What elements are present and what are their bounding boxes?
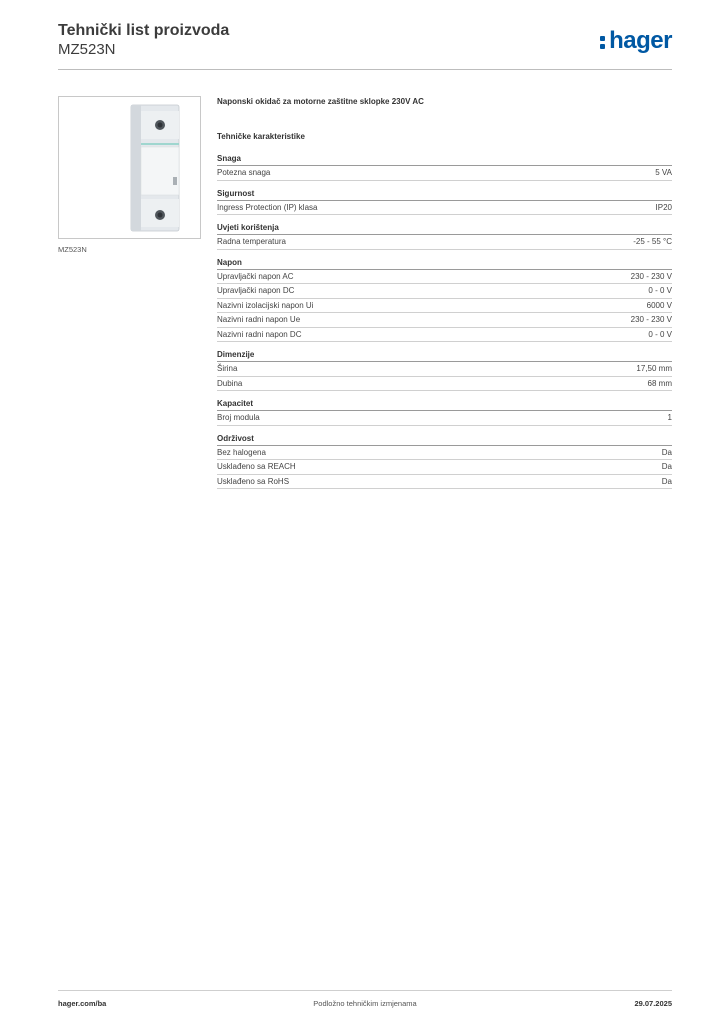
spec-key: Dubina [217, 378, 243, 388]
spec-value: Da [661, 447, 672, 457]
spec-row [217, 270, 672, 285]
footer-disclaimer: Podložno tehničkim izmjenama [313, 999, 417, 1008]
logo-text: hager [609, 27, 672, 54]
spec-key: Upravljački napon DC [217, 286, 295, 296]
spec-row [217, 235, 672, 250]
spec-group [217, 250, 672, 343]
spec-value: 68 mm [647, 378, 672, 388]
spec-value: 17,50 mm [636, 364, 672, 374]
spec-group-title: Uvjeti korištenja [217, 215, 672, 235]
spec-group-title: Kapacitet [217, 391, 672, 411]
spec-group [217, 181, 672, 216]
spec-key: Nazivni izolacijski napon Ui [217, 300, 314, 310]
spec-value: 6000 V [646, 300, 672, 310]
spec-key: Usklađeno sa REACH [217, 462, 296, 472]
spec-row [217, 201, 672, 216]
document-title: Tehnički list proizvoda [58, 22, 230, 39]
spec-group-title: Sigurnost [217, 181, 672, 201]
product-code: MZ523N [58, 41, 116, 58]
spec-key: Broj modula [217, 413, 260, 423]
spec-value: 5 VA [655, 168, 672, 178]
spec-row [217, 284, 672, 299]
spec-key: Usklađeno sa RoHS [217, 476, 290, 486]
spec-value: IP20 [655, 202, 672, 212]
spec-row [217, 460, 672, 475]
spec-group [217, 391, 672, 426]
spec-value: 0 - 0 V [648, 329, 672, 339]
spec-group-title: Održivost [217, 426, 672, 446]
spec-row [217, 299, 672, 314]
spec-key: Upravljački napon AC [217, 271, 294, 281]
spec-group-title: Snaga [217, 146, 672, 166]
spec-key: Nazivni radni napon Ue [217, 315, 301, 325]
footer-website: hager.com/ba [58, 999, 107, 1008]
page-footer [58, 990, 672, 1014]
spec-group [217, 426, 672, 490]
spec-row [217, 446, 672, 461]
spec-group-title: Napon [217, 250, 672, 270]
spec-value: 0 - 0 V [648, 286, 672, 296]
spec-key: Radna temperatura [217, 237, 286, 247]
spec-key: Nazivni radni napon DC [217, 329, 302, 339]
logo-colon-icon [599, 30, 607, 52]
spec-group [217, 342, 672, 391]
spec-value: 230 - 230 V [630, 271, 672, 281]
spec-row [217, 411, 672, 426]
spec-row [217, 362, 672, 377]
device-illustration [123, 103, 187, 233]
product-image [58, 96, 201, 239]
spec-group-title: Dimenzije [217, 342, 672, 362]
spec-key: Potezna snaga [217, 168, 271, 178]
spec-heading: Tehničke karakteristike [217, 132, 305, 141]
spec-content [217, 96, 672, 489]
spec-value: Da [661, 462, 672, 472]
spec-value: 230 - 230 V [630, 315, 672, 325]
spec-key: Bez halogena [217, 447, 266, 457]
spec-row [217, 328, 672, 343]
spec-row [217, 313, 672, 328]
spec-group [217, 215, 672, 250]
spec-value: Da [661, 476, 672, 486]
spec-group [217, 146, 672, 181]
page-header [58, 22, 672, 70]
product-description: Naponski okidač za motorne zaštitne sklopke 230V AC [217, 97, 424, 106]
footer-date: 29.07.2025 [634, 999, 672, 1008]
spec-row [217, 166, 672, 181]
hager-logo [599, 27, 672, 55]
spec-key: Ingress Protection (IP) klasa [217, 202, 318, 212]
spec-value: 1 [667, 413, 672, 423]
image-caption: MZ523N [58, 245, 87, 254]
spec-key: Širina [217, 364, 238, 374]
spec-groups [217, 146, 672, 489]
spec-row [217, 377, 672, 392]
spec-row [217, 475, 672, 490]
spec-value: -25 - 55 °C [633, 237, 672, 247]
